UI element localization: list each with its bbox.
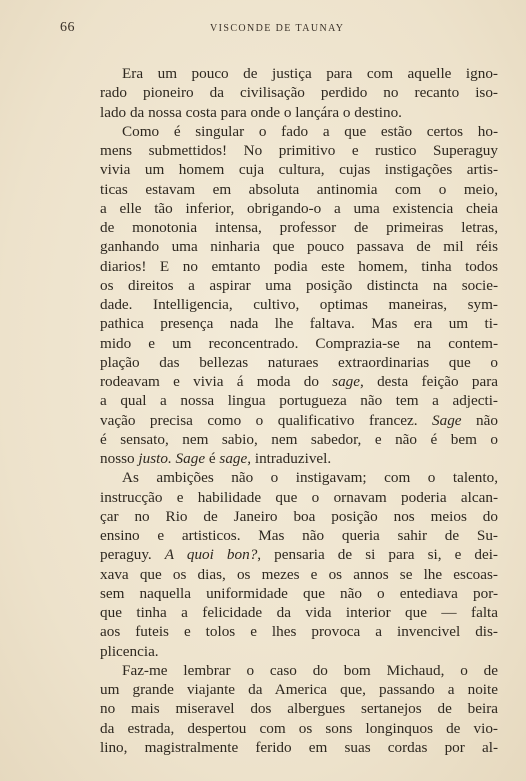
- text-line: [100, 430, 498, 449]
- text-run: Como é singular o fado a que estão certos ho-: [122, 122, 498, 140]
- text-run: no mais miseravel dos albergues sertanejos de beira: [100, 700, 498, 718]
- text-line: [100, 83, 498, 102]
- text-line: [100, 276, 498, 295]
- running-head: VISCONDE DE TAUNAY: [210, 23, 345, 34]
- italic-text: sage: [219, 450, 248, 467]
- text-run: mido e um reconcentrado. Comprazia-se na contem-: [100, 334, 498, 352]
- text-run: ticas estavam em absoluta antinomia com o meio,: [100, 180, 498, 198]
- text-line: [100, 314, 498, 333]
- text-run: peraguy.: [100, 546, 165, 564]
- text-line: [100, 719, 498, 738]
- text-line: [100, 257, 498, 276]
- text-line: [100, 545, 498, 564]
- text-run: plação das bellezas naturaes extraordinarias que o: [100, 353, 498, 371]
- text-run: de monotonia intensa, professor de primeiras letras,: [100, 219, 498, 236]
- text-line: [100, 526, 498, 545]
- page-number: 66: [60, 20, 75, 35]
- body-text: [100, 64, 498, 757]
- italic-text: Sage: [432, 411, 462, 429]
- text-run: a elle tão inferior, obrigando-o a uma existencia cheia: [100, 199, 498, 217]
- text-line: [100, 411, 498, 430]
- text-run: um grande viajante da America que, passando a noite: [100, 681, 498, 698]
- text-line: [100, 391, 498, 410]
- page-header: [60, 20, 500, 38]
- italic-text: justo. Sage: [138, 450, 206, 467]
- text-run: que tinha a felicidade da vida interior que — falta: [100, 604, 498, 621]
- text-run: é: [205, 450, 220, 467]
- text-line: [100, 680, 498, 699]
- text-run: , desta feição para: [360, 373, 499, 390]
- text-run: os direitos a aspirar uma posição distincta na socie-: [100, 276, 498, 294]
- text-run: sem naquella uniformidade que não o entediava por-: [100, 584, 498, 602]
- text-line: [100, 64, 498, 83]
- text-line: [100, 642, 498, 661]
- text-run: rodeavam e vivia á moda do: [100, 373, 333, 390]
- italic-text: A quoi bon?: [164, 546, 258, 564]
- text-run: lino, magistralmente ferido em suas cordas por al-: [100, 738, 498, 756]
- text-run: Era um pouco de justiça para com aquelle igno-: [122, 65, 498, 82]
- text-run: As ambições não o instigavam; com o talento,: [122, 469, 498, 487]
- text-line: [100, 372, 498, 391]
- text-run: ensino e artisticos. Mas não queria sahir de Su-: [100, 527, 498, 544]
- text-line: [100, 449, 498, 468]
- text-run: aos futeis e tolos e lhes provoca a invencivel dis-: [100, 623, 498, 641]
- text-line: [100, 584, 498, 603]
- text-run: a qual a nossa lingua portugueza não tem a adjecti-: [100, 392, 498, 410]
- text-run: lado da nossa costa para onde o lançára o destino.: [100, 103, 402, 121]
- text-run: xava que os dias, os mezes e os annos se lhe escoas-: [100, 565, 498, 583]
- text-run: çar no Rio de Janeiro boa posição nos meios do: [100, 507, 498, 525]
- text-run: é sensato, nem sabio, nem sabedor, e não é bem o: [100, 430, 498, 448]
- text-line: [100, 661, 498, 680]
- text-line: [100, 468, 498, 487]
- text-run: ganhando uma ninharia que pouco passava de mil réis: [100, 238, 498, 256]
- text-line: [100, 353, 498, 372]
- text-run: pathica presença nada lhe faltava. Mas era um ti-: [100, 315, 498, 333]
- text-run: rado pioneiro da civilisação perdido no recanto iso-: [100, 84, 498, 102]
- text-line: [100, 738, 498, 757]
- text-run: Faz-me lembrar o caso do bom Michaud, o de: [122, 661, 498, 679]
- text-run: diarios! E no emtanto podia este homem, tinha todos: [100, 257, 498, 275]
- text-run: não: [461, 411, 498, 429]
- text-line: [100, 141, 498, 160]
- text-line: [100, 488, 498, 507]
- text-line: [100, 237, 498, 256]
- text-run: mens submettidos! No primitivo e rustico Superaguy: [100, 142, 498, 159]
- text-line: [100, 160, 498, 179]
- text-run: dade. Intelligencia, cultivo, optimas maneiras, sym-: [100, 296, 498, 313]
- text-line: [100, 295, 498, 314]
- text-run: plicencia.: [100, 642, 159, 660]
- text-line: [100, 103, 498, 122]
- text-run: , intraduzivel.: [247, 450, 332, 467]
- text-run: da estrada, despertou com os sons longinquos de vio-: [100, 719, 498, 737]
- text-line: [100, 603, 498, 622]
- text-line: [100, 180, 498, 199]
- text-line: [100, 622, 498, 641]
- text-line: [100, 122, 498, 141]
- italic-text: sage: [332, 373, 361, 390]
- text-line: [100, 565, 498, 584]
- text-line: [100, 334, 498, 353]
- text-line: [100, 699, 498, 718]
- text-run: , pensaria de si para si, e dei-: [257, 546, 498, 564]
- text-run: vivia um homem cuja cultura, cujas instigações artis-: [100, 161, 498, 179]
- text-line: [100, 507, 498, 526]
- text-run: vação precisa como o qualificativo francez.: [100, 411, 433, 429]
- text-run: instrucção e habilidade que o ornavam poderia alcan-: [100, 488, 498, 506]
- text-line: [100, 199, 498, 218]
- text-line: [100, 218, 498, 237]
- text-run: nosso: [100, 450, 139, 467]
